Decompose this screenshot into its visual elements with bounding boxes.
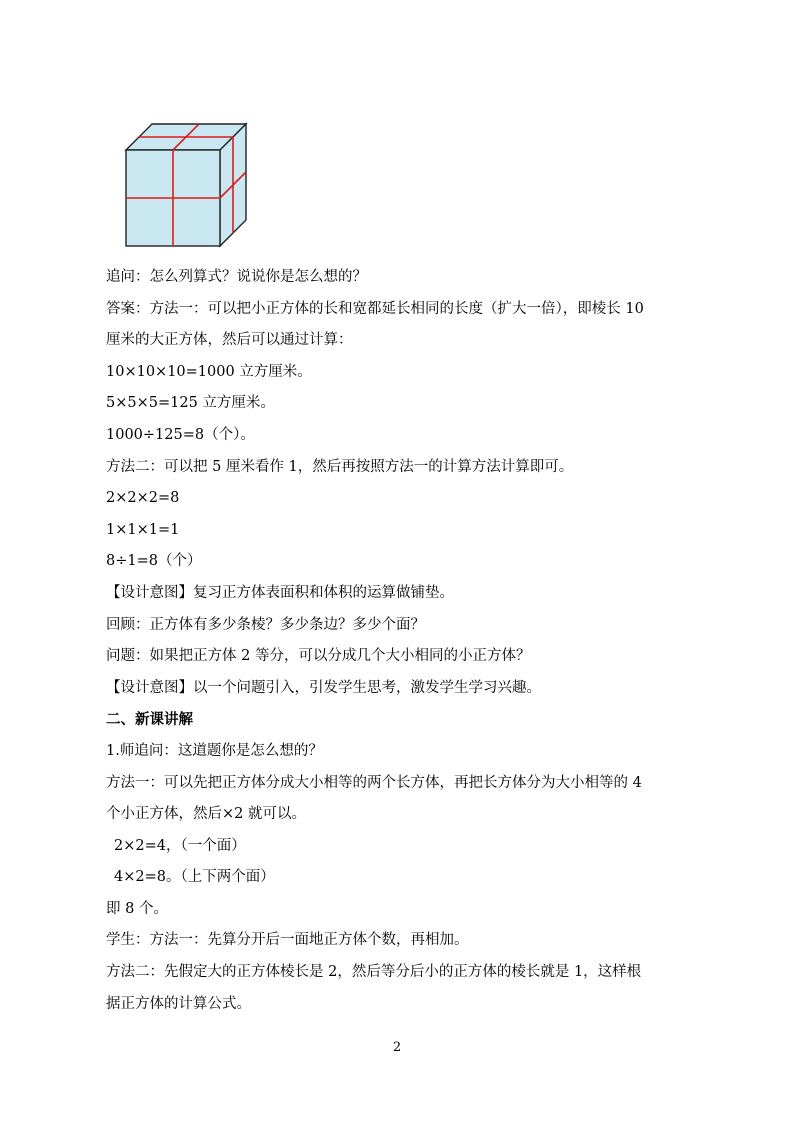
text-line: 回顾：正方体有多少条棱？多少条边？多少个面？ xyxy=(106,616,425,633)
text-line: 方法二：可以把 5 厘米看作 1，然后再按照方法一的计算方法计算即可。 xyxy=(106,458,574,475)
text-line: 5×5×5=125 立方厘米。 xyxy=(106,395,275,412)
text-line: 方法一：可以先把正方体分成大小相等的两个长方体，再把长方体分为大小相等的 4 xyxy=(106,774,642,791)
page-number: 2 xyxy=(392,1040,402,1055)
text-line: 答案：方法一：可以把小正方体的长和宽都延长相同的长度（扩大一倍），即棱长 10 xyxy=(106,300,644,317)
text-line: 2×2×2=8 xyxy=(106,490,180,507)
text-line: 追问：怎么列算式？说说你是怎么想的？ xyxy=(106,269,367,285)
text-line: 1000÷125=8（个）。 xyxy=(106,426,255,443)
text-line: 4×2=8。（上下两个面） xyxy=(114,869,275,886)
text-line: 【设计意图】以一个问题引入，引发学生思考，激发学生学习兴趣。 xyxy=(106,679,541,696)
divided-cube-figure xyxy=(104,108,274,258)
text-line: 方法二：先假定大的正方体棱长是 2，然后等分后小的正方体的棱长就是 1，这样根 xyxy=(106,964,642,981)
section-heading: 二、新课讲解 xyxy=(106,711,193,729)
text-line: 1×1×1=1 xyxy=(106,521,180,538)
text-line: 学生：方法一：先算分开后一面地正方体个数，再相加。 xyxy=(106,932,469,949)
text-line: 据正方体的计算公式。 xyxy=(106,995,251,1012)
text-line: 2×2=4，（一个面） xyxy=(114,837,246,854)
text-line: 【设计意图】复习正方体表面积和体积的运算做铺垫。 xyxy=(106,584,454,601)
body-text xyxy=(106,262,706,1020)
text-line: 厘米的大正方体，然后可以通过计算： xyxy=(106,332,353,349)
text-line: 问题：如果把正方体 2 等分，可以分成几个大小相同的小正方体？ xyxy=(106,648,531,665)
text-line: 1.师追问：这道题你是怎么想的？ xyxy=(106,742,323,759)
text-line: 个小正方体，然后×2 就可以。 xyxy=(106,806,306,823)
text-line: 8÷1=8（个） xyxy=(106,553,202,570)
text-line: 即 8 个。 xyxy=(106,900,168,917)
text-line: 10×10×10=1000 立方厘米。 xyxy=(106,363,312,380)
